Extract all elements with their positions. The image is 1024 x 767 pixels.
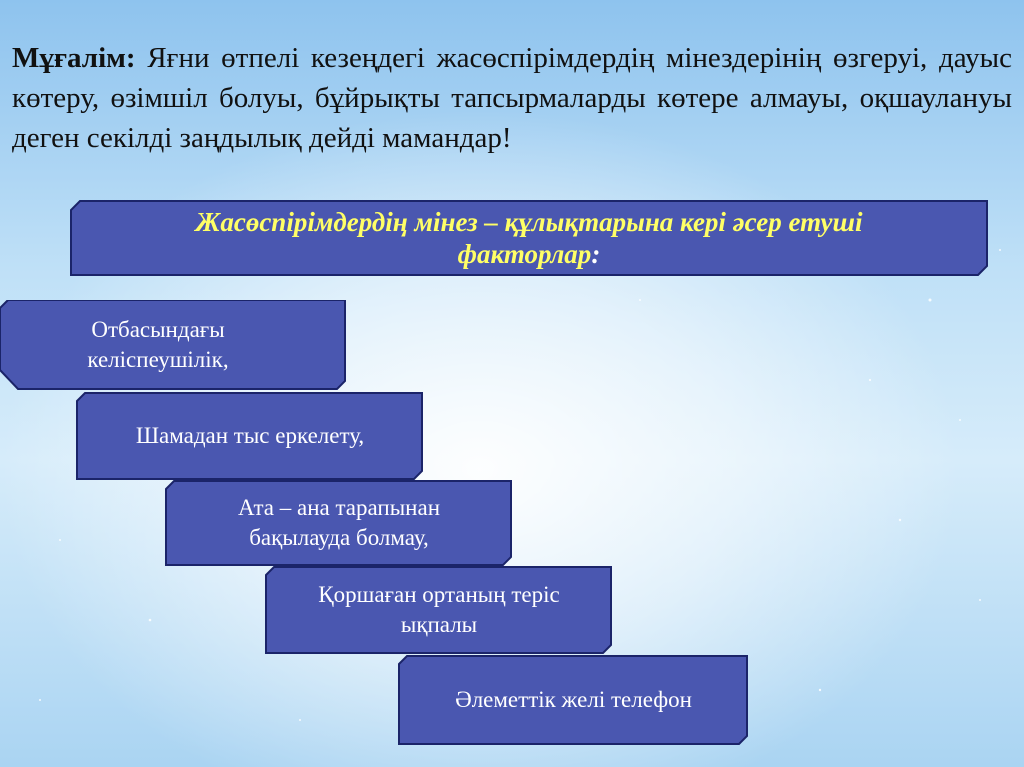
speaker-label: Мұғалім: (12, 42, 136, 74)
factors-heading (90, 206, 968, 270)
factor-label: Шамадан тыс еркелету, (135, 423, 365, 448)
heading-colon: : (591, 239, 601, 269)
heading-line-2: факторлар (457, 239, 592, 269)
factor-step-3 (165, 480, 513, 566)
factor-step-4 (265, 566, 613, 654)
factor-step-1 (0, 300, 346, 390)
teacher-statement (12, 38, 1012, 158)
factor-label: Әлеметтік желі телефон (455, 687, 692, 712)
factors-heading-box (70, 200, 988, 276)
factor-step-2 (76, 392, 424, 480)
factor-label: Қоршаған ортаның теріс ықпалы (318, 582, 560, 637)
heading-line-1: Жасөспірімдердің мінез – құлықтарына кері әсер етуші (195, 207, 863, 237)
statement-text: Яғни өтпелі кезеңдегі жасөспірімдердің мінездерінің өзгеруі, дауыс көтеру, өзімшіл болуы, бұйрықты тапсырмаларды көтере алмауы, оқшаулануы деген секілді заңдылық дейді мамандар! (12, 42, 1012, 154)
factor-label: Ата – ана тарапынан бақылауда болмау, (237, 495, 440, 550)
factor-label: Отбасындағы келіспеушілік, (87, 317, 229, 372)
factor-step-5 (398, 655, 749, 745)
